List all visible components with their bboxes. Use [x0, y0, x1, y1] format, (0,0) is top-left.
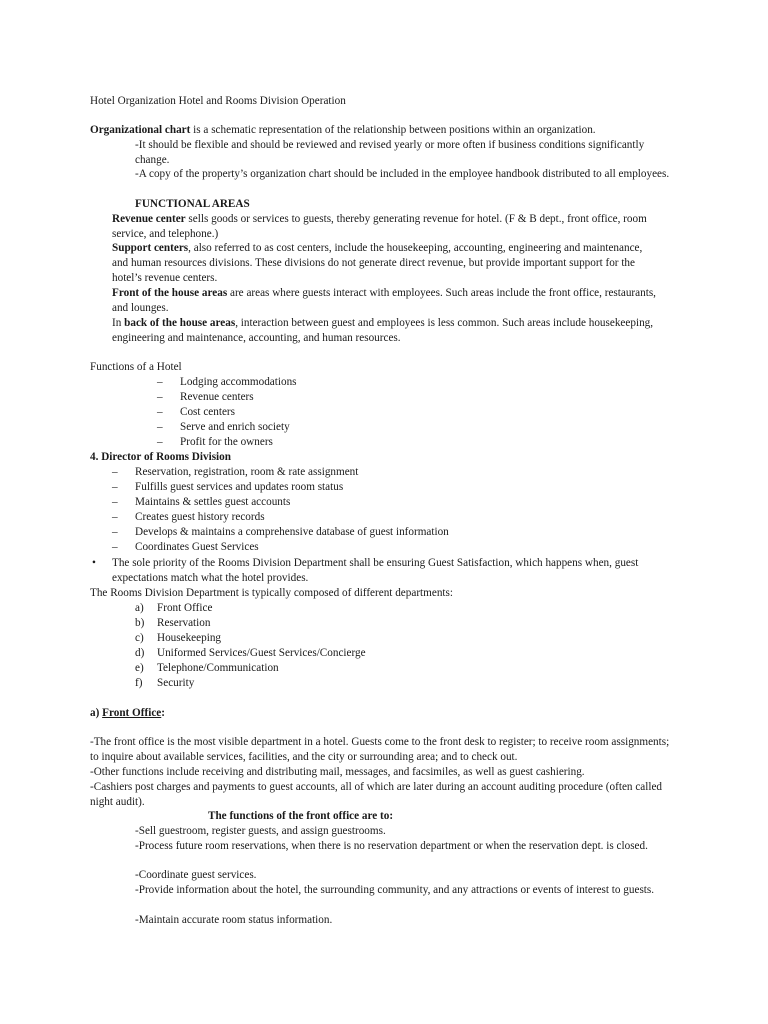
- front-of-house-text: are areas where guests interact with employees. Such areas include the front office, restaurants, and lounges.: [112, 287, 656, 314]
- revenue-center-term: Revenue center: [112, 213, 186, 225]
- front-of-house-term: Front of the house areas: [112, 287, 228, 299]
- departments-intro: The Rooms Division Department is typically composed of different departments:: [90, 587, 453, 599]
- function-item: [157, 375, 163, 390]
- function-item: [157, 390, 163, 405]
- director-dash: –: [112, 541, 118, 553]
- director-item: Develops & maintains a comprehensive database of guest information: [135, 526, 449, 538]
- front-office-paragraph-1: -The front office is the most visible department in a hotel. Guests come to the front desk to register; to receive room assignments; to inquire about available services, facilities, and the city or surrounding area; and to check out.: [90, 736, 670, 763]
- org-chart-note-2: -A copy of the property’s organization chart should be included in the employee handbook distributed to all employees.: [135, 168, 670, 180]
- front-office-paragraph-3: -Cashiers post charges and payments to guest accounts, all of which are later during an account auditing procedure (often called night audit).: [90, 781, 663, 808]
- department-name: Uniformed Services/Guest Services/Concierge: [157, 647, 366, 659]
- department-letter: b): [135, 617, 145, 629]
- director-dash: –: [112, 496, 118, 508]
- director-dash: –: [112, 526, 118, 538]
- function-item-label: Lodging accommodations: [180, 376, 297, 388]
- dash-marker: –: [157, 376, 163, 388]
- dash-marker: –: [157, 406, 163, 418]
- director-item: Maintains & settles guest accounts: [135, 496, 291, 508]
- department-letter: a): [135, 602, 144, 614]
- front-office-colon: :: [161, 707, 165, 719]
- support-centers-term: Support centers: [112, 242, 189, 254]
- back-of-house-prefix: In: [112, 317, 125, 329]
- front-of-house-paragraph: [112, 286, 657, 316]
- front-office-function: -Coordinate guest services.: [135, 869, 257, 881]
- back-of-house-term: back of the house areas: [124, 317, 236, 329]
- document-title: Hotel Organization Hotel and Rooms Division Operation: [90, 95, 346, 107]
- department-name: Housekeeping: [157, 632, 222, 644]
- revenue-center-text: sells goods or services to guests, thereby generating revenue for hotel. (F & B dept., front office, room service, and telephone.): [112, 213, 647, 240]
- function-item-label: Profit for the owners: [180, 436, 273, 448]
- director-item: Fulfills guest services and updates room status: [135, 481, 344, 493]
- function-item: [157, 405, 163, 420]
- functions-heading: Functions of a Hotel: [90, 361, 182, 373]
- department-name: Security: [157, 677, 195, 689]
- director-item: Coordinates Guest Services: [135, 541, 259, 553]
- front-office-functions-heading: The functions of the front office are to:: [208, 810, 394, 822]
- front-office-function: -Maintain accurate room status information.: [135, 914, 333, 926]
- dash-marker: –: [157, 391, 163, 403]
- function-item: [157, 435, 163, 450]
- org-chart-definition: [90, 123, 596, 138]
- department-name: Front Office: [157, 602, 213, 614]
- dash-marker: –: [157, 436, 163, 448]
- org-chart-term: Organizational chart: [90, 124, 191, 136]
- back-of-house-text: , interaction between guest and employees is less common. Such areas include housekeeping, engineering and maintenance, accounting, and human resources.: [112, 317, 654, 344]
- front-office-function: -Provide information about the hotel, the surrounding community, and any attractions or events of interest to guests.: [135, 884, 655, 896]
- front-office-function: -Process future room reservations, when there is no reservation department or when the reservation dept. is closed.: [135, 840, 648, 852]
- director-dash: –: [112, 481, 118, 493]
- front-office-heading: [90, 706, 165, 721]
- department-letter: d): [135, 647, 145, 659]
- function-item: [157, 420, 163, 435]
- director-dash: –: [112, 466, 118, 478]
- front-office-function: -Sell guestroom, register guests, and assign guestrooms.: [135, 825, 386, 837]
- director-dash: –: [112, 511, 118, 523]
- bullet-marker: •: [92, 557, 96, 569]
- director-item: Creates guest history records: [135, 511, 265, 523]
- function-item-label: Cost centers: [180, 406, 235, 418]
- department-name: Reservation: [157, 617, 211, 629]
- front-office-letter: a): [90, 707, 100, 719]
- front-office-title: Front Office: [102, 707, 162, 719]
- back-of-house-paragraph: [112, 316, 657, 346]
- front-office-paragraph-2: -Other functions include receiving and distributing mail, messages, and facsimiles, as well as guest cashiering.: [90, 766, 585, 778]
- department-letter: c): [135, 632, 144, 644]
- department-letter: e): [135, 662, 144, 674]
- org-chart-text: is a schematic representation of the relationship between positions within an organization.: [190, 124, 596, 136]
- guest-satisfaction-priority: The sole priority of the Rooms Division Department shall be ensuring Guest Satisfaction, which happens when, guest expectations match what the hotel provides.: [112, 557, 639, 584]
- org-chart-note-1: -It should be flexible and should be reviewed and revised yearly or more often if business conditions significantly change.: [135, 139, 645, 166]
- function-item-label: Serve and enrich society: [180, 421, 290, 433]
- department-letter: f): [135, 677, 143, 689]
- support-centers-paragraph: [112, 241, 657, 285]
- director-heading: 4. Director of Rooms Division: [90, 451, 231, 463]
- support-centers-text: , also referred to as cost centers, include the housekeeping, accounting, engineering and maintenance, and human resources divisions. These divisions do not generate direct revenue, but provide important support for the hotel’s revenue centers.: [112, 242, 643, 284]
- function-item-label: Revenue centers: [180, 391, 254, 403]
- department-name: Telephone/Communication: [157, 662, 279, 674]
- functional-areas-heading: FUNCTIONAL AREAS: [135, 198, 250, 210]
- revenue-center-paragraph: [112, 212, 657, 242]
- director-item: Reservation, registration, room & rate assignment: [135, 466, 359, 478]
- dash-marker: –: [157, 421, 163, 433]
